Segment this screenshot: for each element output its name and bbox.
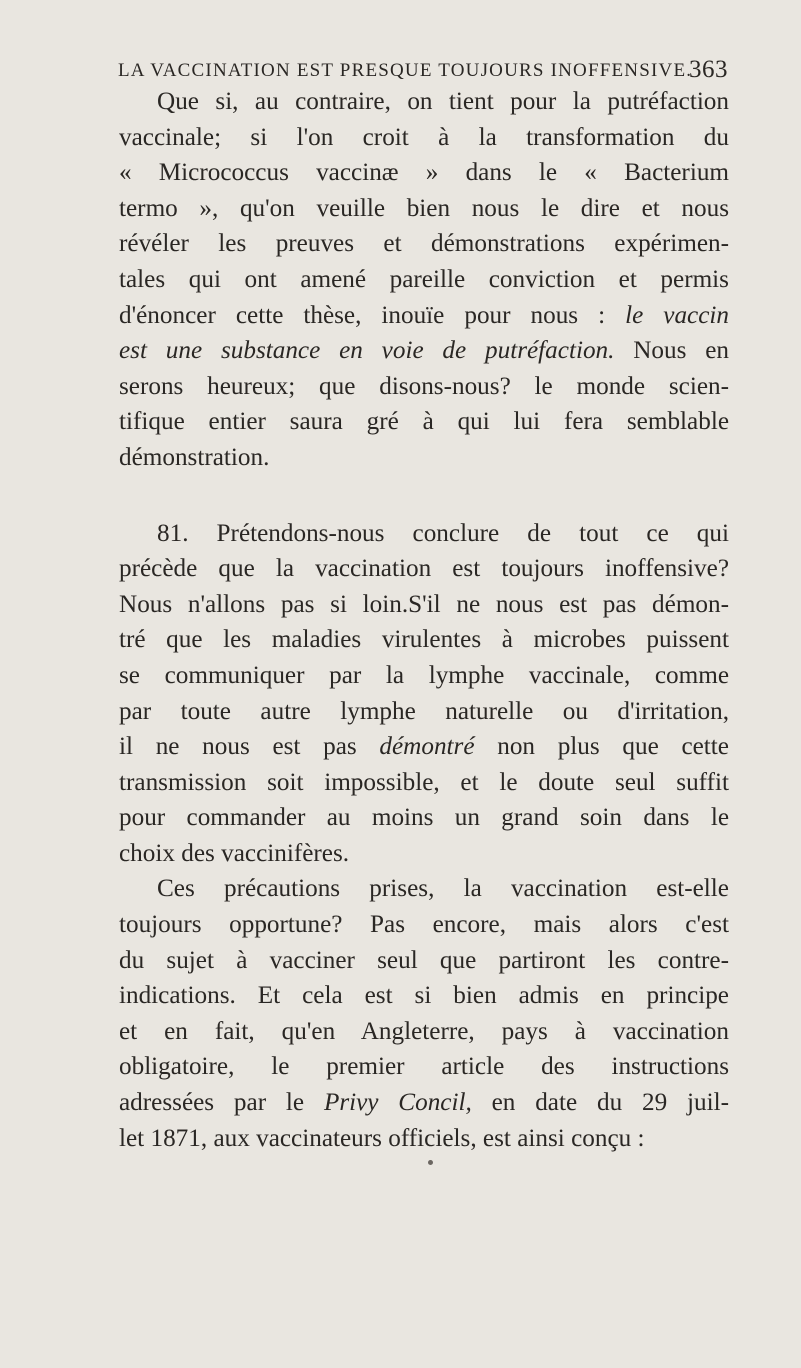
- text-line: Nous n'allons pas si loin.S'il ne nous est pas démon-: [119, 590, 729, 618]
- text-line: Ces précautions prises, la vaccination est-elle: [157, 875, 729, 903]
- text-line: et en fait, qu'en Angleterre, pays à vaccination: [119, 1017, 729, 1045]
- text-line: termo », qu'on veuille bien nous le dire et nous: [119, 194, 729, 222]
- text-line: vaccinale; si l'on croit à la transformation du: [119, 123, 729, 151]
- text-run: adressées par le: [119, 1089, 324, 1117]
- page-number: 363: [689, 56, 728, 83]
- text-line: indications. Et cela est si bien admis en principe: [119, 982, 729, 1010]
- paragraph-precautions: [119, 871, 729, 1156]
- text-line: du sujet à vacciner seul que partiront les contre-: [119, 946, 729, 974]
- paragraph-putrefaction: [119, 84, 729, 476]
- paragraph-gap: [119, 476, 729, 516]
- running-title: LA VACCINATION EST PRESQUE TOUJOURS INOFFENSIVE.: [118, 60, 693, 81]
- text-line: [119, 729, 729, 765]
- text-line: se communiquer par la lymphe vaccinale, comme: [119, 661, 729, 689]
- text-line: 81. Prétendons-nous conclure de tout ce qui: [157, 519, 729, 547]
- text-line: « Micrococcus vaccinæ » dans le « Bacterium: [119, 159, 729, 187]
- paragraph-81: [119, 516, 729, 872]
- text-line: transmission soit impossible, et le doute seul suffit: [119, 768, 729, 796]
- italic-run: le vaccin: [625, 301, 729, 329]
- text-line: par toute autre lymphe naturelle ou d'irritation,: [119, 697, 729, 725]
- text-line: pour commander au moins un grand soin dans le: [119, 804, 729, 832]
- text-run: Nous en: [614, 337, 729, 365]
- italic-run: démontré: [379, 733, 475, 761]
- text-line: [119, 333, 729, 369]
- text-run: il ne nous est pas: [119, 733, 380, 761]
- text-line: tifique entier saura gré à qui lui fera semblable: [119, 408, 729, 436]
- italic-run: Privy Concil,: [323, 1089, 472, 1117]
- text-run: en date du 29 juil-: [471, 1089, 729, 1117]
- text-line: Que si, au contraire, on tient pour la putréfaction: [157, 88, 729, 115]
- text-line: let 1871, aux vaccinateurs officiels, est ainsi conçu :: [119, 1124, 645, 1152]
- text-line: révéler les preuves et démonstrations expérimen-: [119, 230, 729, 258]
- text-line: tré que les maladies virulentes à microbes puissent: [119, 626, 729, 654]
- text-line: démonstration.: [119, 443, 270, 471]
- text-line: obligatoire, le premier article des instructions: [119, 1053, 729, 1081]
- text-run: d'énoncer cette thèse, inouïe pour nous :: [119, 301, 626, 329]
- italic-run: est une substance en voie de putréfaction.: [119, 337, 615, 365]
- text-line: [119, 1085, 729, 1121]
- text-run: non plus que cette: [474, 733, 729, 761]
- text-line: choix des vaccinifères.: [119, 839, 350, 867]
- text-line: serons heureux; que disons-nous? le monde scien-: [119, 372, 729, 400]
- body-text: [119, 84, 729, 1156]
- text-line: toujours opportune? Pas encore, mais alors c'est: [119, 911, 729, 939]
- ink-speck: [427, 1159, 434, 1166]
- text-line: tales qui ont amené pareille conviction et permis: [119, 265, 729, 293]
- text-line: [119, 298, 729, 334]
- text-line: précède que la vaccination est toujours inoffensive?: [119, 555, 729, 583]
